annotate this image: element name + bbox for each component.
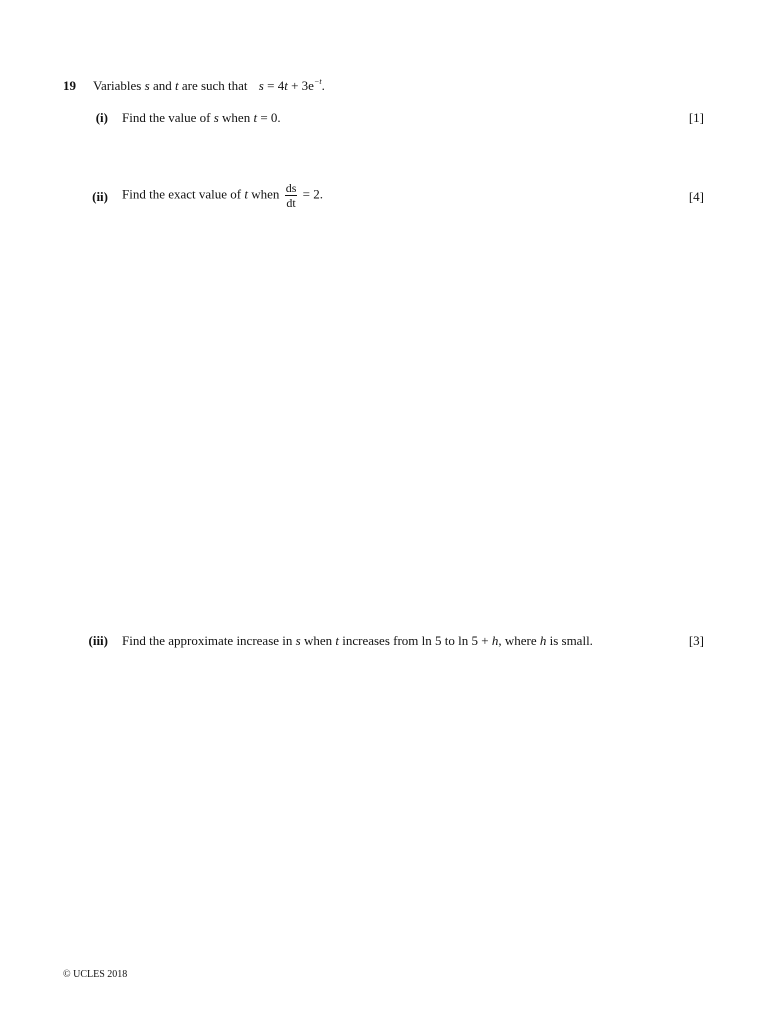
part-i-text-a: Find the value of	[122, 110, 211, 125]
footer-copyright: © UCLES 2018	[63, 969, 128, 980]
part-iii-var-c: h	[491, 633, 499, 648]
part-iii-var-b: t	[335, 633, 339, 648]
stem-text: Variables	[93, 78, 142, 93]
fraction-denominator: dt	[286, 196, 296, 210]
fraction-numerator: ds	[285, 181, 297, 195]
eq-exponent: −t	[313, 77, 322, 86]
part-ii-var-a: t	[244, 186, 249, 202]
part-iii-text	[122, 634, 593, 647]
part-iii-var-a: s	[295, 633, 301, 648]
part-iii-text-c: increases from ln 5 to ln 5 +	[342, 633, 489, 648]
part-i-var-a: s	[213, 110, 219, 125]
eq-var: t	[284, 78, 288, 93]
stem-suffix: are such that	[181, 78, 248, 93]
part-i-text-b: when	[222, 110, 251, 125]
stem-var-s: s	[144, 78, 150, 93]
part-ii-marks: [4]	[688, 189, 704, 204]
part-iii-text-e: is small.	[549, 633, 593, 648]
part-iii-text-b: when	[303, 633, 333, 648]
part-iii-label: (iii)	[88, 633, 108, 648]
part-ii-text	[122, 182, 323, 209]
stem-and: and	[152, 78, 172, 93]
part-iii-text-a: Find the approximate increase in	[122, 633, 293, 648]
part-i-marks: [1]	[688, 110, 704, 125]
eq-end: .	[321, 78, 325, 93]
part-i-var-b: t	[253, 110, 258, 125]
part-ii-text-a: Find the exact value of	[122, 186, 242, 202]
part-iii-var-d: h	[539, 633, 547, 648]
derivative-fraction	[285, 182, 298, 209]
part-i-label: (i)	[95, 110, 108, 125]
eq-lhs: s	[258, 78, 264, 93]
part-i-text-c: = 0.	[257, 110, 281, 125]
eq-plus: + 3e	[287, 78, 314, 93]
part-ii-text-b: when	[251, 186, 280, 202]
stem-equation	[259, 78, 325, 93]
part-i-text	[122, 111, 281, 124]
part-iii-text-d: , where	[498, 633, 537, 648]
part-ii-text-c: = 2.	[302, 186, 323, 202]
question-number: 19	[63, 78, 76, 93]
question-stem	[93, 79, 325, 92]
eq-mid: = 4	[263, 78, 285, 93]
part-iii-marks: [3]	[688, 633, 704, 648]
stem-var-t: t	[174, 78, 179, 93]
part-ii-label: (ii)	[92, 189, 108, 204]
